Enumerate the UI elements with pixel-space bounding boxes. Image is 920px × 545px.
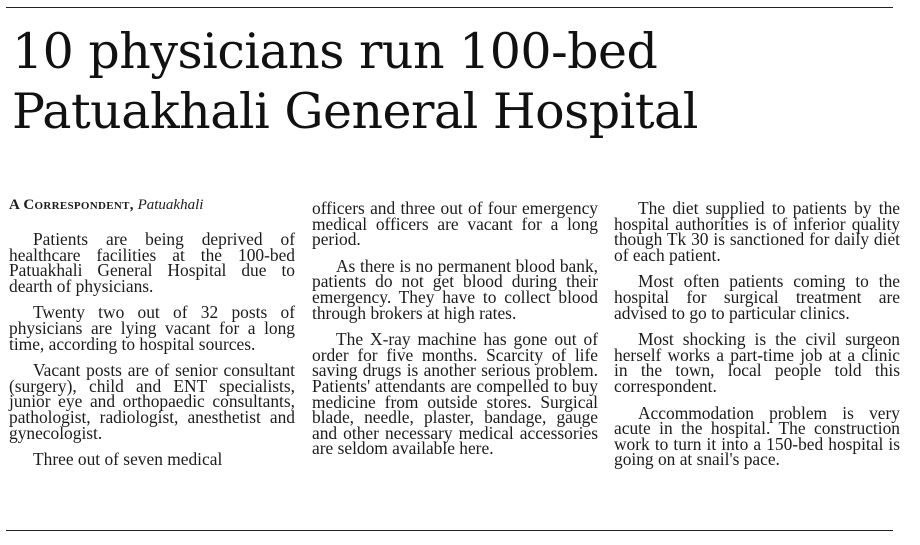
byline	[9, 196, 295, 214]
top-rule	[6, 7, 893, 8]
byline-place: Patuakhali	[137, 197, 204, 213]
column-3	[614, 198, 900, 479]
paragraph: Most shocking is the civil surgeon herself works a part-time job at a clinic in the town, local people told this correspondent.	[614, 329, 900, 396]
paragraph: officers and three out of four emergency medical officers are vacant for a long period.	[312, 198, 598, 250]
paragraph: Patients are being deprived of healthcare facilities at the 100-bed Patuakhali General Hospital due to dearth of physicians.	[9, 229, 295, 296]
paragraph: Twenty two out of 32 posts of physicians are lying vacant for a long time, according to hospital sources.	[9, 302, 295, 354]
paragraph: Accommodation problem is very acute in the hospital. The construction work to turn it into a 150-bed hospital is going on at snail's pace.	[614, 402, 900, 470]
column-1	[9, 196, 295, 479]
byline-author: A Correspondent,	[9, 197, 134, 213]
column-2	[312, 198, 598, 468]
paragraph: The X-ray machine has gone out of order for five months. Scarcity of life saving drugs is another serious problem. Patients' attendants are compelled to buy medicine from outside stores. Surgical blade, needle, plaster, bandage, gauge and other necessary medical accessories are seldom available here.	[312, 329, 598, 459]
paragraph: As there is no permanent blood bank, patients do not get blood during their emergency. They have to collect blood through brokers at high rates.	[312, 255, 598, 323]
paragraph: Three out of seven medical	[33, 449, 223, 470]
paragraph: Most often patients coming to the hospital for surgical treatment are advised to go to particular clinics.	[614, 271, 900, 323]
headline: 10 physicians run 100-bed Patuakhali General Hospital	[12, 23, 698, 140]
paragraph: Vacant posts are of senior consultant (surgery), child and ENT specialists, junior eye and orthopaedic consultants, pathologist, radiologist, anesthetist and gynecologist.	[9, 360, 295, 443]
paragraph: The diet supplied to patients by the hospital authorities is of inferior quality though Tk 30 is sanctioned for daily diet of each patient.	[614, 198, 900, 265]
bottom-rule	[6, 530, 893, 531]
